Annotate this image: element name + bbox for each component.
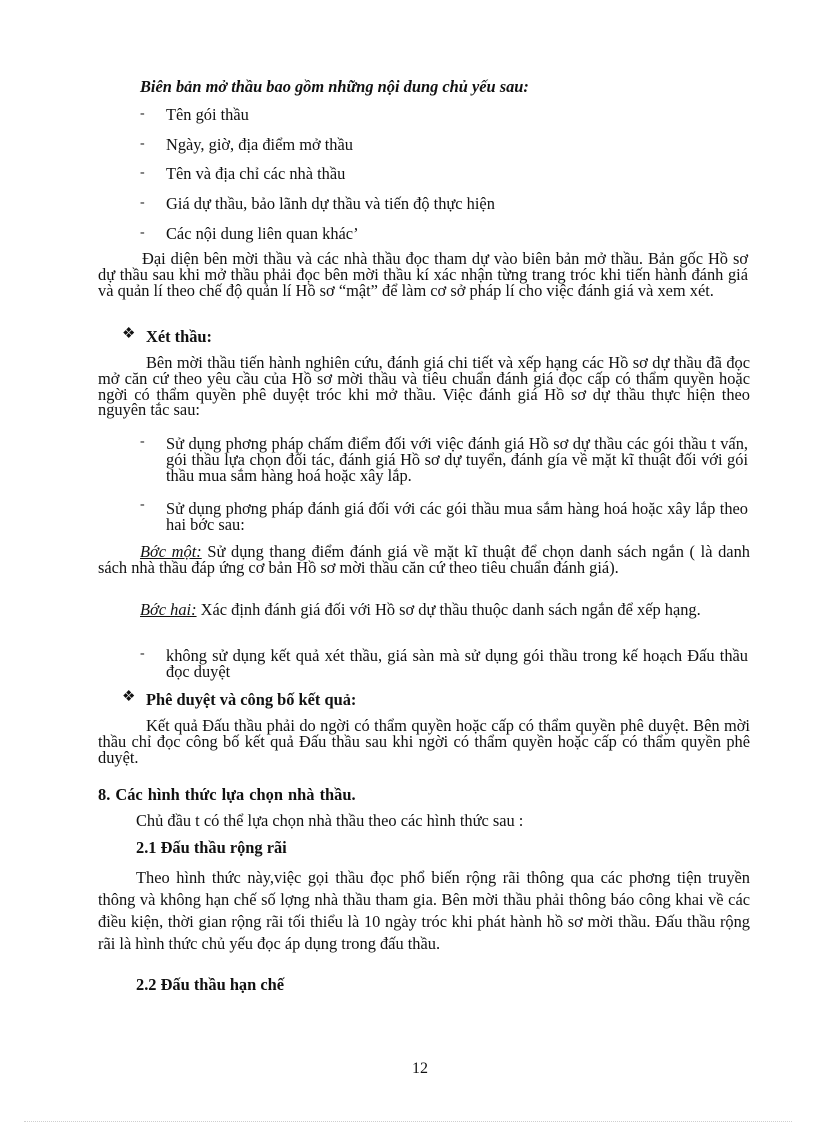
evaluation-heading: Xét thầu: bbox=[146, 327, 213, 346]
bullet-dash: - bbox=[140, 106, 145, 121]
bullet-dash: - bbox=[140, 165, 145, 180]
bullet-dash: - bbox=[140, 434, 145, 449]
step-one-text: Sử dụng thang điểm đánh giá về mặt kĩ thuật để chọn danh sách ngắn ( là danh sách nhà thầu đáp ứng cơ bản Hồ sơ mời thầu căn cứ theo tiêu chuẩn đánh giá). bbox=[98, 542, 750, 577]
step-one-label: Bớc một: bbox=[140, 542, 202, 561]
evaluation-item: Sử dụng phơng pháp chấm điểm đối với việc đánh giá Hồ sơ dự thầu các gói thầu t vấn, gói thầu lựa chọn đối tác, đánh giá Hồ sơ dự tuyển, đánh gía về mặt kĩ thuật đối với gói thầu mua sắm hàng hoá hoặc xây lắp. bbox=[166, 434, 748, 485]
minutes-item: Các nội dung liên quan khác’ bbox=[166, 224, 359, 243]
minutes-paragraph: Đại diện bên mời thầu và các nhà thầu đọc tham dự vào biên bản mở thầu. Bản gốc Hồ sơ dự thầu sau khi mở thầu phải đọc bên mời thầu kí xác nhận từng trang tróc khi tiến hành đánh giá và quản lí theo chế độ quản lí Hồ sơ “mật” để làm cơ sở pháp lí cho việc đánh giá và xem xét. bbox=[98, 249, 748, 300]
bullet-dash: - bbox=[140, 136, 145, 151]
minutes-item: Giá dự thầu, bảo lãnh dự thầu và tiến độ thực hiện bbox=[166, 194, 495, 213]
step-one-paragraph bbox=[98, 544, 750, 576]
section-8-intro: Chủ đầu t có thể lựa chọn nhà thầu theo các hình thức sau : bbox=[136, 811, 524, 830]
evaluation-paragraph: Bên mời thầu tiến hành nghiên cứu, đánh giá chi tiết và xếp hạng các Hồ sơ dự thầu đã đọc mở căn cứ theo yêu cầu của Hồ sơ mời thầu và tiêu chuẩn đánh giá đọc cấp có thẩm quyền hoặc ngời có thẩm quyền phê duyệt tróc khi mở thầu. Việc đánh giá Hồ sơ dự thầu thực hiện theo nguyên tắc sau: bbox=[98, 353, 750, 420]
bullet-dash: - bbox=[140, 195, 145, 210]
page-footer-divider bbox=[24, 1121, 792, 1122]
step-two-paragraph bbox=[98, 602, 750, 618]
intro-heading: Biên bản mở thầu bao gồm những nội dung chủ yếu sau: bbox=[140, 77, 529, 96]
minutes-item: Ngày, giờ, địa điểm mở thầu bbox=[166, 135, 353, 154]
evaluation-item: Sử dụng phơng pháp đánh giá đối với các gói thầu mua sắm hàng hoá hoặc xây lắp theo hai bớc sau: bbox=[166, 499, 748, 534]
subsection-2-2-heading: 2.2 Đấu thầu hạn chế bbox=[136, 975, 285, 994]
bullet-dash: - bbox=[140, 497, 145, 512]
page-number: 12 bbox=[412, 1060, 428, 1077]
minutes-item: Tên gói thầu bbox=[166, 105, 249, 124]
approval-paragraph: Kết quả Đấu thầu phải do ngời có thẩm quyền hoặc cấp có thẩm quyền phê duyệt. Bên mời thầu chỉ đọc công bố kết quả Đấu thầu sau khi ngời có thẩm quyền hoặc cấp có thẩm quyền phê duyệt. bbox=[98, 716, 750, 767]
step-two-label: Bớc hai: bbox=[140, 600, 197, 619]
diamond-bullet-icon: ❖ bbox=[122, 326, 136, 342]
diamond-bullet-icon: ❖ bbox=[122, 689, 136, 705]
subsection-2-1-paragraph: Theo hình thức này,việc gọi thầu đọc phổ biến rộng rãi thông qua các phơng tiện truyền thông và không hạn chế số lợng nhà thầu tham gia. Bên mời thầu phải thông báo công khai về các điều kiện, thời gian rộng rãi tối thiểu là 10 ngày tróc khi phát hành hồ sơ mời thầu. Đấu thầu rộng rãi là hình thức chủ yếu đọc áp dụng trong đấu thầu. bbox=[98, 868, 750, 953]
minutes-item: Tên và địa chỉ các nhà thầu bbox=[166, 164, 346, 183]
extra-item: không sử dụng kết quả xét thầu, giá sàn mà sử dụng gói thầu trong kế hoạch Đấu thầu đọc duyệt bbox=[166, 646, 748, 681]
approval-heading: Phê duyệt và công bố kết quả: bbox=[146, 690, 357, 709]
bullet-dash: - bbox=[140, 646, 145, 661]
subsection-2-1-heading: 2.1 Đấu thầu rộng rãi bbox=[136, 838, 287, 857]
section-8-heading: 8. Các hình thức lựa chọn nhà thầu. bbox=[98, 785, 356, 804]
bullet-dash: - bbox=[140, 225, 145, 240]
step-two-text: Xác định đánh giá đối với Hồ sơ dự thầu thuộc danh sách ngắn để xếp hạng. bbox=[200, 600, 701, 619]
